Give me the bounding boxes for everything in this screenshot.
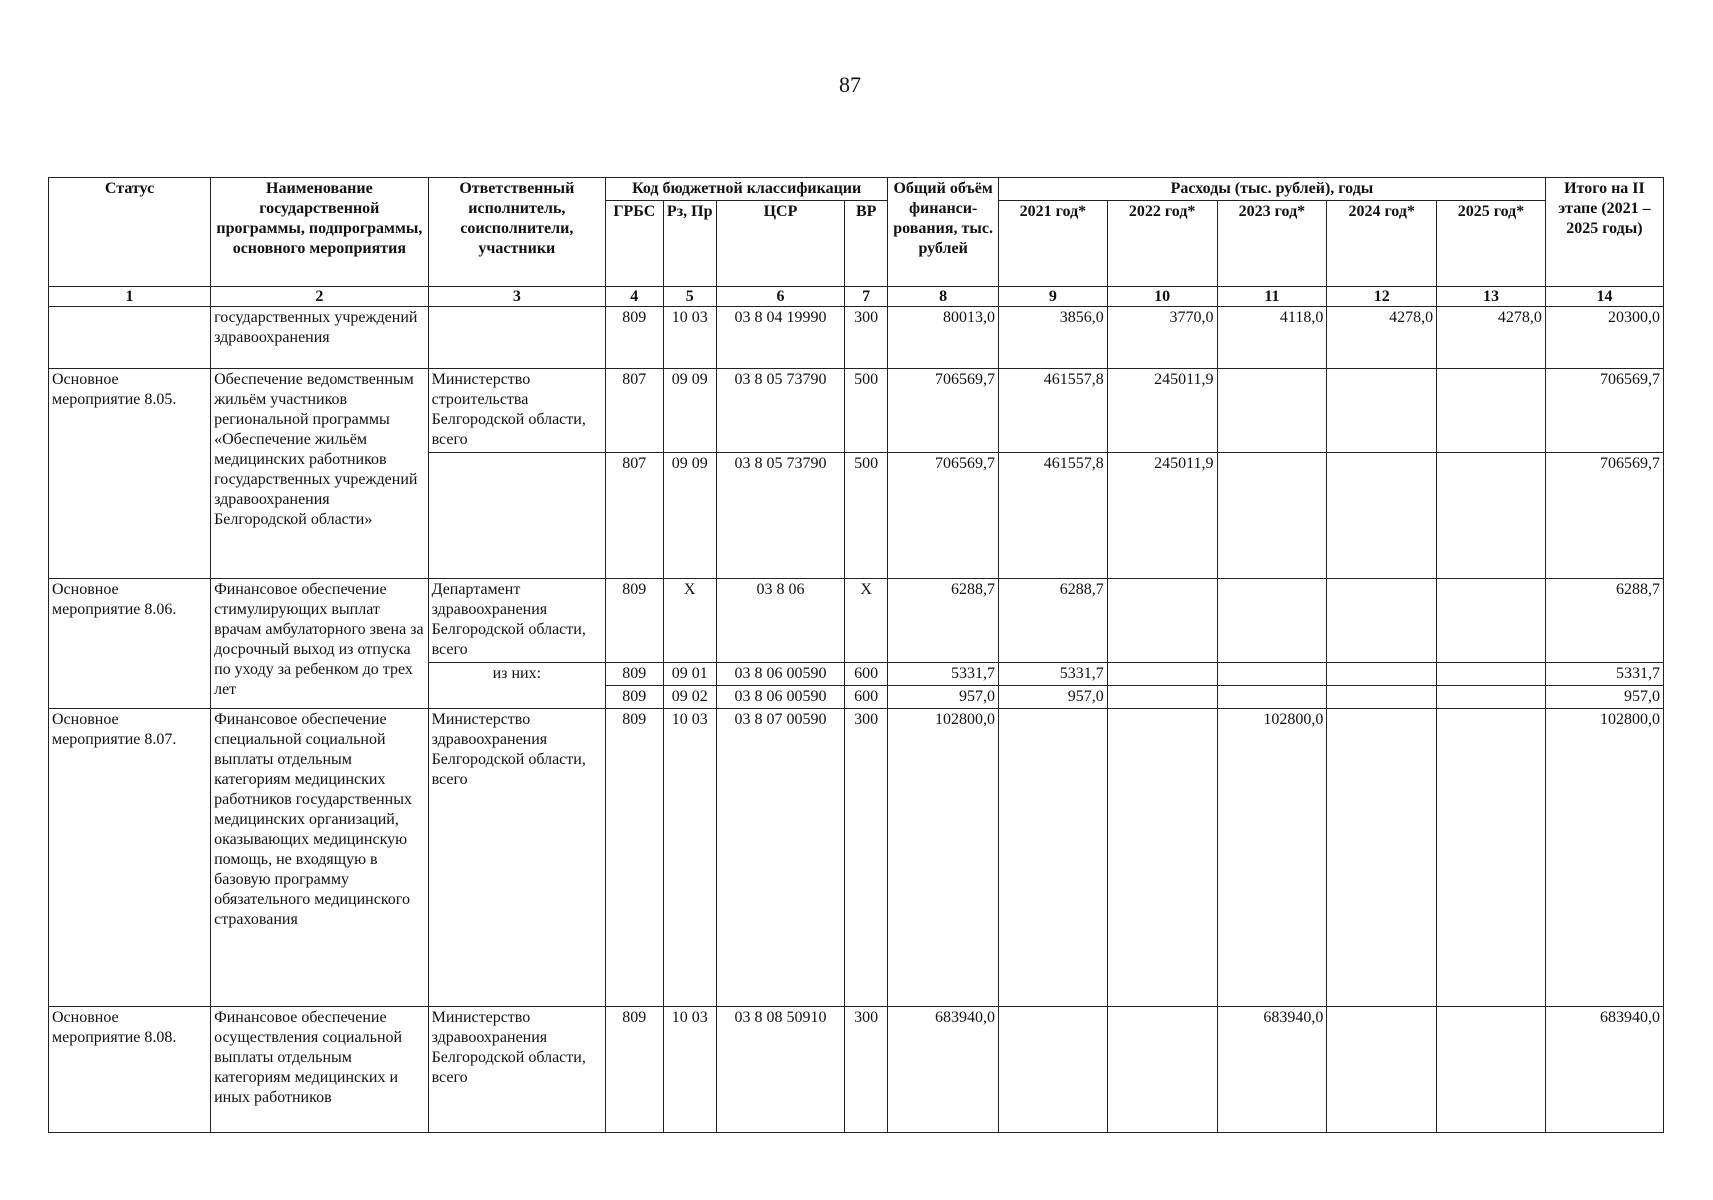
y2021-cell: 461557,8 <box>999 369 1108 453</box>
rzpr-cell: 09 02 <box>663 686 716 709</box>
status-cell: Основное мероприятие 8.08. <box>49 1007 211 1133</box>
status-cell <box>49 307 211 369</box>
y2022-cell <box>1107 579 1217 663</box>
header-year-2021: 2021 год* <box>999 201 1108 287</box>
budget-table <box>48 177 1664 1133</box>
y2021-cell: 6288,7 <box>999 579 1108 663</box>
y2025-cell <box>1437 453 1546 579</box>
header-year-2024: 2024 год* <box>1327 201 1437 287</box>
header-executor: Ответственный исполнитель, соисполнители, участники <box>428 178 605 287</box>
table-row <box>49 709 1664 1007</box>
y2022-cell: 245011,9 <box>1107 369 1217 453</box>
grbs-cell: 809 <box>606 709 663 1007</box>
grbs-cell: 809 <box>606 663 663 686</box>
header-rzpr: Рз, Пр <box>663 201 716 287</box>
name-cell: Финансовое обеспечение специальной социальной выплаты отдельным категориям медицинских работников государственных медицинских организаций, оказывающих медицинскую помощь, не входящую в базовую программу обязательного медицинского страхования <box>211 709 429 1007</box>
csr-cell: 03 8 06 <box>716 579 844 663</box>
y2024-cell <box>1327 709 1437 1007</box>
rzpr-cell: 10 03 <box>663 307 716 369</box>
rzpr-cell: 10 03 <box>663 1007 716 1133</box>
csr-cell: 03 8 05 73790 <box>716 369 844 453</box>
name-cell: Обеспечение ведомственным жильём участников региональной программы «Обеспечение жильём медицинских работников государственных учреждений здравоохранения Белгородской области» <box>211 369 429 579</box>
executor-cell <box>428 686 605 709</box>
executor-cell: Министерство здравоохранения Белгородской области, всего <box>428 1007 605 1133</box>
y2023-cell: 102800,0 <box>1217 709 1327 1007</box>
y2025-cell <box>1437 369 1546 453</box>
csr-cell: 03 8 06 00590 <box>716 686 844 709</box>
y2023-cell <box>1217 369 1327 453</box>
y2021-cell <box>999 1007 1108 1133</box>
grbs-cell: 809 <box>606 1007 663 1133</box>
y2024-cell <box>1327 453 1437 579</box>
page-number: 87 <box>839 72 861 97</box>
stage-total-cell: 683940,0 <box>1545 1007 1663 1133</box>
y2021-cell: 461557,8 <box>999 453 1108 579</box>
column-number: 13 <box>1437 287 1546 307</box>
column-number: 8 <box>888 287 999 307</box>
grbs-cell: 809 <box>606 307 663 369</box>
header-total: Общий объём финанси-рования, тыс. рублей <box>888 178 999 287</box>
stage-total-cell: 957,0 <box>1545 686 1663 709</box>
stage-total-cell: 5331,7 <box>1545 663 1663 686</box>
table-row <box>49 369 1664 453</box>
y2023-cell <box>1217 663 1327 686</box>
executor-cell <box>428 307 605 369</box>
stage-total-cell: 20300,0 <box>1545 307 1663 369</box>
total-cell: 5331,7 <box>888 663 999 686</box>
column-number: 5 <box>663 287 716 307</box>
header-budget-code: Код бюджетной классификации <box>606 178 888 201</box>
y2021-cell: 5331,7 <box>999 663 1108 686</box>
y2021-cell: 957,0 <box>999 686 1108 709</box>
y2023-cell: 4118,0 <box>1217 307 1327 369</box>
y2025-cell <box>1437 1007 1546 1133</box>
column-number-row <box>49 287 1664 307</box>
rzpr-cell: Х <box>663 579 716 663</box>
executor-cell: Министерство здравоохранения Белгородской области, всего <box>428 709 605 1007</box>
header-name: Наименование государственной программы, подпрограммы, основного мероприятия <box>211 178 429 287</box>
column-number: 3 <box>428 287 605 307</box>
header-year-2025: 2025 год* <box>1437 201 1546 287</box>
column-number: 14 <box>1545 287 1663 307</box>
header-expenses: Расходы (тыс. рублей), годы <box>999 178 1546 201</box>
csr-cell: 03 8 06 00590 <box>716 663 844 686</box>
y2022-cell: 245011,9 <box>1107 453 1217 579</box>
total-cell: 706569,7 <box>888 453 999 579</box>
header-vr: ВР <box>845 201 888 287</box>
name-cell: Финансовое обеспечение стимулирующих выплат врачам амбулаторного звена за досрочный выход из отпуска по уходу за ребенком до трех лет <box>211 579 429 709</box>
vr-cell: 500 <box>845 453 888 579</box>
y2023-cell <box>1217 579 1327 663</box>
grbs-cell: 809 <box>606 686 663 709</box>
y2021-cell: 3856,0 <box>999 307 1108 369</box>
total-cell: 683940,0 <box>888 1007 999 1133</box>
header-status: Статус <box>49 178 211 287</box>
y2025-cell <box>1437 663 1546 686</box>
column-number: 6 <box>716 287 844 307</box>
column-number: 12 <box>1327 287 1437 307</box>
y2023-cell <box>1217 453 1327 579</box>
table-row <box>49 1007 1664 1133</box>
name-cell: государственных учреждений здравоохранения <box>211 307 429 369</box>
table-row <box>49 579 1664 663</box>
rzpr-cell: 09 09 <box>663 369 716 453</box>
column-number: 7 <box>845 287 888 307</box>
header-stage-total: Итого на II этапе (2021 – 2025 годы) <box>1545 178 1663 287</box>
total-cell: 80013,0 <box>888 307 999 369</box>
header-csr: ЦСР <box>716 201 844 287</box>
status-cell: Основное мероприятие 8.06. <box>49 579 211 709</box>
y2021-cell <box>999 709 1108 1007</box>
table-row <box>49 307 1664 369</box>
y2024-cell <box>1327 369 1437 453</box>
y2024-cell <box>1327 663 1437 686</box>
rzpr-cell: 09 09 <box>663 453 716 579</box>
status-cell: Основное мероприятие 8.07. <box>49 709 211 1007</box>
total-cell: 957,0 <box>888 686 999 709</box>
vr-cell: 300 <box>845 1007 888 1133</box>
header-grbs: ГРБС <box>606 201 663 287</box>
csr-cell: 03 8 07 00590 <box>716 709 844 1007</box>
stage-total-cell: 706569,7 <box>1545 453 1663 579</box>
csr-cell: 03 8 08 50910 <box>716 1007 844 1133</box>
y2024-cell <box>1327 686 1437 709</box>
executor-cell: из них: <box>428 663 605 686</box>
y2022-cell: 3770,0 <box>1107 307 1217 369</box>
y2022-cell <box>1107 663 1217 686</box>
vr-cell: 600 <box>845 663 888 686</box>
stage-total-cell: 6288,7 <box>1545 579 1663 663</box>
header-year-2022: 2022 год* <box>1107 201 1217 287</box>
column-number: 10 <box>1107 287 1217 307</box>
y2022-cell <box>1107 686 1217 709</box>
total-cell: 6288,7 <box>888 579 999 663</box>
y2025-cell <box>1437 686 1546 709</box>
column-number: 4 <box>606 287 663 307</box>
name-cell: Финансовое обеспечение осуществления социальной выплаты отдельным категориям медицинских и иных работников <box>211 1007 429 1133</box>
total-cell: 102800,0 <box>888 709 999 1007</box>
vr-cell: 500 <box>845 369 888 453</box>
y2024-cell: 4278,0 <box>1327 307 1437 369</box>
column-number: 9 <box>999 287 1108 307</box>
grbs-cell: 807 <box>606 453 663 579</box>
header-year-2023: 2023 год* <box>1217 201 1327 287</box>
y2024-cell <box>1327 579 1437 663</box>
executor-cell <box>428 453 605 579</box>
y2025-cell <box>1437 579 1546 663</box>
csr-cell: 03 8 04 19990 <box>716 307 844 369</box>
y2025-cell <box>1437 709 1546 1007</box>
rzpr-cell: 09 01 <box>663 663 716 686</box>
vr-cell: Х <box>845 579 888 663</box>
y2022-cell <box>1107 709 1217 1007</box>
y2024-cell <box>1327 1007 1437 1133</box>
stage-total-cell: 102800,0 <box>1545 709 1663 1007</box>
grbs-cell: 807 <box>606 369 663 453</box>
vr-cell: 300 <box>845 709 888 1007</box>
rzpr-cell: 10 03 <box>663 709 716 1007</box>
y2022-cell <box>1107 1007 1217 1133</box>
csr-cell: 03 8 05 73790 <box>716 453 844 579</box>
status-cell: Основное мероприятие 8.05. <box>49 369 211 579</box>
vr-cell: 300 <box>845 307 888 369</box>
grbs-cell: 809 <box>606 579 663 663</box>
y2023-cell: 683940,0 <box>1217 1007 1327 1133</box>
y2025-cell: 4278,0 <box>1437 307 1546 369</box>
vr-cell: 600 <box>845 686 888 709</box>
stage-total-cell: 706569,7 <box>1545 369 1663 453</box>
column-number: 2 <box>211 287 429 307</box>
executor-cell: Министерство строительства Белгородской области, всего <box>428 369 605 453</box>
total-cell: 706569,7 <box>888 369 999 453</box>
executor-cell: Департамент здравоохранения Белгородской области, всего <box>428 579 605 663</box>
y2023-cell <box>1217 686 1327 709</box>
column-number: 1 <box>49 287 211 307</box>
column-number: 11 <box>1217 287 1327 307</box>
